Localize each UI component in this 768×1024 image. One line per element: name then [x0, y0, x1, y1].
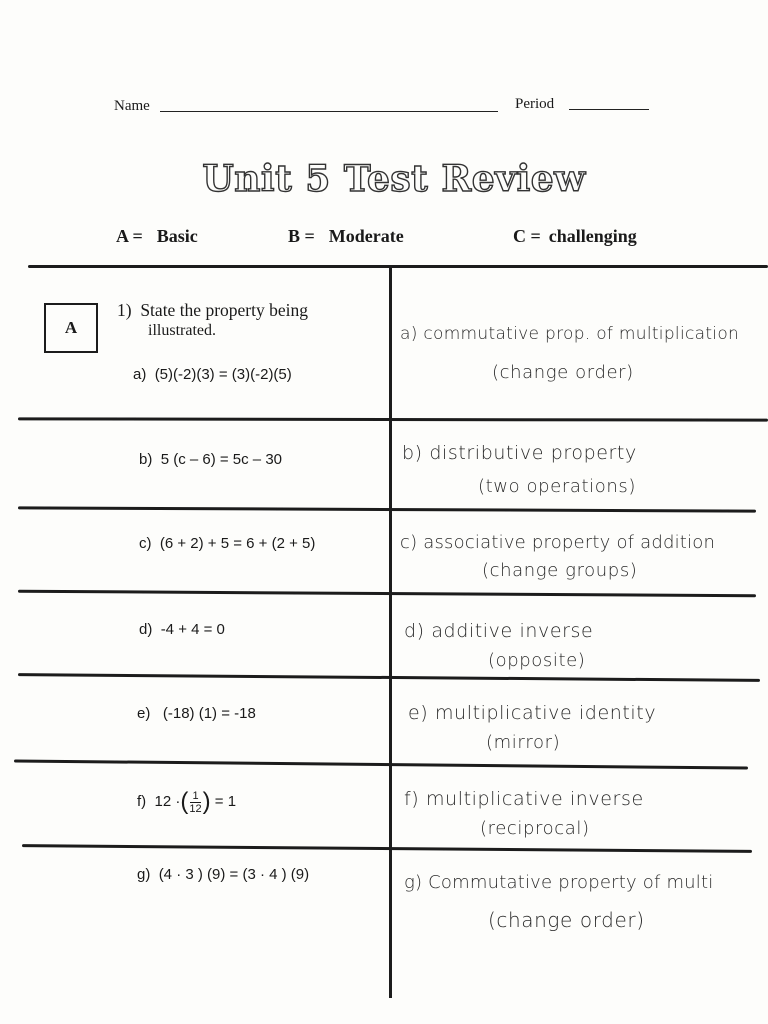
- answer-c: c) associative property of addition: [400, 532, 716, 553]
- answer-c-note: (change groups): [482, 560, 638, 581]
- item-expression: (-18) (1) = -18: [162, 705, 256, 722]
- item-label: g): [137, 866, 151, 883]
- difficulty-level-box: A: [44, 303, 98, 353]
- item-label: d): [139, 621, 153, 638]
- row-divider: [14, 759, 748, 769]
- name-blank-line[interactable]: [160, 111, 498, 112]
- question-prompt-line2: illustrated.: [148, 322, 216, 339]
- paren-open: (: [180, 788, 189, 815]
- answer-d-note: (opposite): [488, 650, 586, 671]
- item-expression: -4 + 4 = 0: [160, 621, 225, 638]
- level-legend-c: [513, 226, 637, 247]
- answer-e-note: (mirror): [486, 732, 561, 753]
- item-d-expression: [139, 621, 225, 638]
- item-e-expression: [137, 705, 256, 722]
- item-expression: 5 (c – 6) = 5c – 30: [160, 451, 283, 468]
- answer-b: b) distributive property: [402, 442, 637, 464]
- item-label: e): [137, 705, 151, 722]
- item-expression: (4 · 3 ) (9) = (3 · 4 ) (9): [158, 866, 310, 883]
- answer-a: a) commutative prop. of multiplication: [400, 324, 740, 344]
- fraction-numerator: 1: [192, 789, 199, 802]
- item-f-expression: [137, 788, 236, 816]
- row-divider: [22, 844, 752, 853]
- answer-f-note: (reciprocal): [480, 818, 590, 839]
- period-blank-line[interactable]: [569, 109, 649, 110]
- row-divider: [18, 506, 756, 512]
- answer-f: f) multiplicative inverse: [404, 788, 644, 810]
- level-value: Moderate: [328, 226, 404, 246]
- item-label: b): [139, 451, 153, 468]
- level-value: challenging: [548, 226, 637, 246]
- level-legend-a: [116, 226, 198, 247]
- row-divider: [18, 590, 756, 598]
- item-expression: (5)(-2)(3) = (3)(-2)(5): [154, 366, 292, 383]
- answer-d: d) additive inverse: [404, 620, 594, 642]
- item-c-expression: [139, 535, 315, 552]
- row-divider: [18, 417, 768, 421]
- question-prompt: [117, 299, 308, 321]
- level-key: C =: [513, 226, 541, 246]
- answer-b-note: (two operations): [478, 476, 636, 497]
- paren-close: ): [202, 788, 211, 815]
- item-label: c): [139, 535, 152, 552]
- period-label: Period: [515, 96, 555, 112]
- fraction-denominator: 12: [189, 802, 202, 815]
- item-expression: (6 + 2) + 5 = 6 + (2 + 5): [159, 535, 316, 552]
- answer-g-note: (change order): [488, 908, 645, 932]
- item-label: f): [137, 792, 147, 810]
- question-text: State the property being: [140, 300, 308, 320]
- item-a-expression: [133, 366, 292, 383]
- table-top-rule: [28, 265, 768, 268]
- page-title: Unit 5 Test Review: [202, 158, 586, 200]
- item-label: a): [133, 366, 147, 383]
- level-key: A =: [116, 226, 143, 246]
- level-key: B =: [288, 226, 315, 246]
- level-legend-b: [288, 226, 404, 247]
- question-number: 1): [117, 300, 132, 320]
- item-expression-suffix: = 1: [214, 792, 237, 810]
- item-g-expression: [137, 866, 309, 883]
- answer-g: g) Commutative property of multi: [404, 872, 714, 893]
- item-expression-prefix: 12 ·: [154, 792, 181, 810]
- name-label: Name: [114, 98, 150, 114]
- column-divider: [389, 268, 392, 998]
- item-b-expression: [139, 451, 282, 468]
- level-value: Basic: [156, 226, 198, 246]
- answer-a-note: (change order): [492, 362, 634, 383]
- answer-e: e) multiplicative identity: [408, 702, 657, 724]
- fraction: [189, 790, 201, 815]
